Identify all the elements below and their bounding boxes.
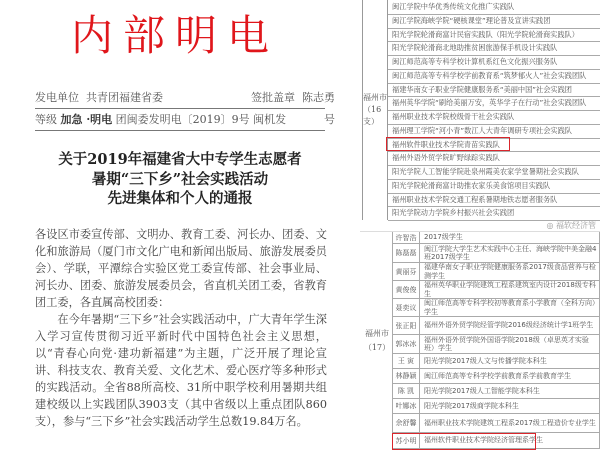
city-label: 福州市 [363,93,387,102]
person-desc: 阳光学院2017级人文与传播学院本科生 [424,356,547,365]
document-stamp-title: 内部明电 [70,11,279,60]
person-name: 聂奕议 [393,299,420,316]
person-desc: 闽江师范高等专科学校初等教育系小学教育（全科方向）学生 [424,299,599,316]
headline [20,150,340,209]
team-row: 阳光学院轮滑商北地助推贫困旅游保手机设计实践队 [388,41,600,56]
sign-label: 签批盖章 [251,91,295,104]
person-name: 王 寅 [393,354,420,368]
team-row: 阳光学院人工智能学院赴泉州霞美农家学堂暑期社会实践队 [388,165,600,180]
number-suffix: 号 [324,113,335,126]
sender-row [35,91,335,105]
person-name: 张正阳 [393,317,420,334]
headline-line: 关于2019年福建省大中专学生志愿者 [58,151,302,168]
person-name: 林静颖 [393,369,420,383]
team-row: 福州外语外贸学院旷野绿踪实践队 [388,151,600,166]
person-name: 陈 凯 [393,384,420,398]
person-row [392,335,600,354]
person-row [392,244,600,263]
team-row: 福州理工学院“河小青”数江人大青年调研专项社会实践队 [388,124,600,139]
team-table-city [363,0,388,220]
person-name: 黄丽芬 [393,263,420,280]
person-name: 余舒馨 [393,414,420,432]
team-row: 福州英华学院“刷给美丽万安，英华学子在行动”社会实践团队 [388,96,600,111]
person-row [392,281,600,299]
person-name: 郭冰冰 [393,335,420,353]
person-table [362,232,600,450]
person-desc: 福州职业技术学院建筑工程系2017级工程造价专业学生 [424,418,596,427]
sender-label: 发电单位 [35,91,79,104]
highlight-box [386,137,510,151]
person-desc: 阳光学院2017级商学院本科生 [424,401,519,410]
watermark [546,220,596,231]
watermark-text: 福软经济管 [556,221,596,230]
signer: 陈志勇 [302,91,335,104]
team-row: 阳光学院动力学院乡村振兴社会实践团 [388,206,600,221]
level-row [35,113,335,127]
paragraph: 各设区市委宣传部、文明办、教育工委、河长办、团委、文化和旅游局（厦门市文化广电和新闻出版局、旅游发展委员会）、学联，平潭综合实验区党工委宣传部、社会事业局、河长办、团委、旅游发展委员会，省直机关团工委，省教育团工委，各直属高校团委： [35,228,327,309]
divider [35,108,325,109]
highlight-box [392,433,536,450]
person-name: 叶娜冰 [393,399,420,413]
team-row: 福建华南女子职业学院健康服务系“美丽中国”社会实践团 [388,83,600,98]
body-text [35,226,327,430]
person-row [392,384,600,399]
person-row [392,369,600,384]
team-row: 阳光学院轮滑商富计民宿实践队（阳光学院轮滑商实践队） [388,28,600,43]
person-row [392,414,600,433]
person-row [392,299,600,317]
paragraph: 在今年暑期“三下乡”社会实践活动中，广大青年学生深入学习宣传贯彻习近平新时代中国特色社会主义思想，以“青春心向党·建功新福建”为主题，广泛开展了理论宣讲、科技支农、教育关爱、文化艺术、爱心医疗等多种形式的实践活动。全省88所高校、31所中职学校利用暑期共组建校级以上实践团队3903支（其中省级以上重点团队860支），参与“三下乡”社会实践活动学生总数19.84万名。 [35,313,327,428]
person-row [392,263,600,281]
person-desc: 福州外语外贸学院外国语学院2018级（卓思英才实验班）学生 [424,335,589,352]
person-desc: 2017级学生 [424,233,463,242]
person-desc: 闽江师范高等专科学校学前教育系学前教育学生 [424,371,571,380]
person-desc: 福州英华职业学院建筑工程系建筑室内设计2018级专科生 [424,281,596,298]
person-row [392,354,600,369]
count-label: （17） [363,343,391,352]
level: 加急 ·明电 [60,113,113,126]
count-label: （16支） [363,105,382,126]
person-desc: 福建华南女子职业学院健康服务系2017级食品营养与检测学生 [424,263,596,280]
person-desc: 福州外语外贸学院经管学院2016级经济统计学1班学生 [424,321,594,330]
team-row: 闽江学院海峡学院“硬核课堂”理论普及宣讲实践团 [388,14,600,29]
person-row [392,232,600,244]
person-table-city [362,232,392,450]
office: 闽机发 [253,113,287,126]
person-row [392,399,600,414]
person-desc: 阳光学院2017级人工智能学院本科生 [424,386,540,395]
team-row: 福州职业技术学院校级骨干社会实践队 [388,110,600,125]
team-table [362,0,600,220]
headline-line: 暑期“三下乡”社会实践活动 [91,170,269,188]
team-row: 闽江师范高等专科学校学前教育系“筑梦郁火人”社会实践团队 [388,69,600,84]
sender: 共青团福建省委 [86,91,163,104]
wechat-icon: ◎ [546,221,554,230]
person-desc: 福州软件职业技术学院经济管理系学生 [424,436,543,445]
person-desc: 闽江学院大学生艺术实践中心主任、海峡学院中美金融4班2017级学生 [424,244,597,261]
divider [35,130,325,131]
doc-number: 团闽委发明电〔2019〕9号 [115,113,250,126]
person-name: 苏小明 [393,433,420,448]
team-row: 闽江师范高等专科学校计算机系红色文化振兴服务队 [388,55,600,70]
team-row: 福州职业技术学院交通工程系暑期地铁志愿者服务队 [388,193,600,208]
person-name: 黄俊俊 [393,281,420,298]
headline-line: 先进集体和个人的通报 [107,190,253,207]
person-name: 许智浩 [393,232,420,243]
team-row: 福州软件职业技术学院青苗实践队 [388,138,600,153]
team-row: 阳光学院轮滑商富计助推农家乐美食馆项目实践队 [388,179,600,194]
person-row [392,317,600,335]
person-name: 陈磊磊 [393,244,420,262]
team-row: 闽江学院中华优秀传统文化推广实践队 [388,0,600,15]
level-label: 等级 [35,113,57,126]
city-label: 福州市 [365,329,389,338]
